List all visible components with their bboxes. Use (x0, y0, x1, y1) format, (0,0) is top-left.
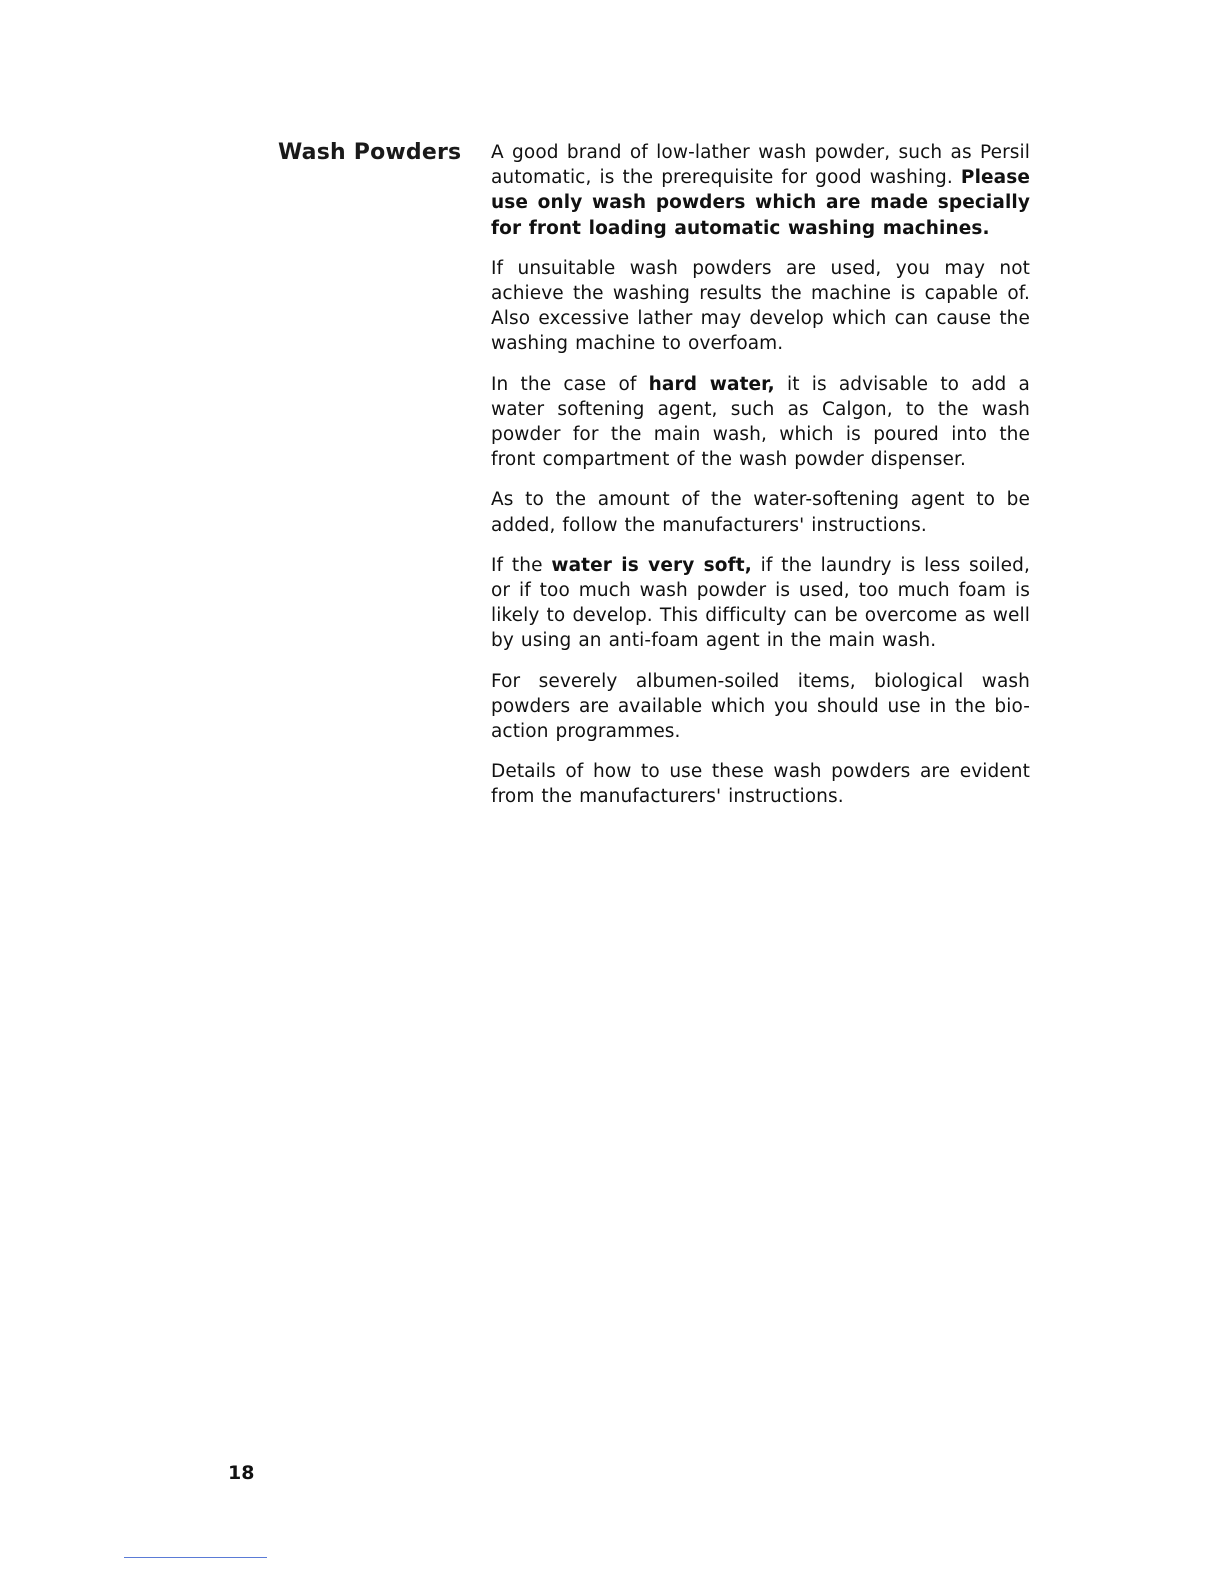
section-body (491, 140, 1030, 825)
paragraph-soft-water (491, 553, 1030, 654)
soft-water-lead: If the (491, 554, 552, 576)
hard-water-emphasis: hard water, (648, 373, 775, 395)
hard-water-text: it is advisable to add a water softening agent, such as Calgon, to the wash powder for the main wash, which is poured into the front compartment of the wash powder dispenser. (491, 373, 1030, 471)
intro-emphasis: Please use only wash powders which are made specially for front loading automatic washing machines. (491, 167, 1030, 239)
paragraph-intro (491, 140, 1030, 241)
hard-water-lead: In the case of (491, 373, 649, 395)
paragraph-hard-water (491, 372, 1030, 473)
paragraph-unsuitable: If unsuitable wash powders are used, you may not achieve the washing results the machine is capable of. Also excessive lather may develop which can cause the washing machine to overfoam. (491, 257, 1030, 355)
intro-text: A good brand of low-lather wash powder, such as Persil automatic, is the prerequisite for good washing. (491, 142, 1030, 189)
page-number: 18 (228, 1462, 255, 1484)
soft-water-emphasis: water is very soft, (551, 554, 752, 576)
paragraph-softener-amount: As to the amount of the water-softening agent to be added, follow the manufacturers' instructions. (491, 489, 1030, 536)
footer-rule (124, 1557, 267, 1558)
paragraph-details: Details of how to use these wash powders are evident from the manufacturers' instructions. (491, 761, 1030, 808)
paragraph-biological: For severely albumen-soiled items, biological wash powders are available which you should use in the bio-action programmes. (491, 670, 1030, 743)
section-heading: Wash Powders (278, 140, 462, 165)
soft-water-text: if the laundry is less soiled, or if too much wash powder is used, too much foam is likely to develop. This difficulty can be overcome as well by using an anti-foam agent in the main wash. (491, 554, 1030, 652)
